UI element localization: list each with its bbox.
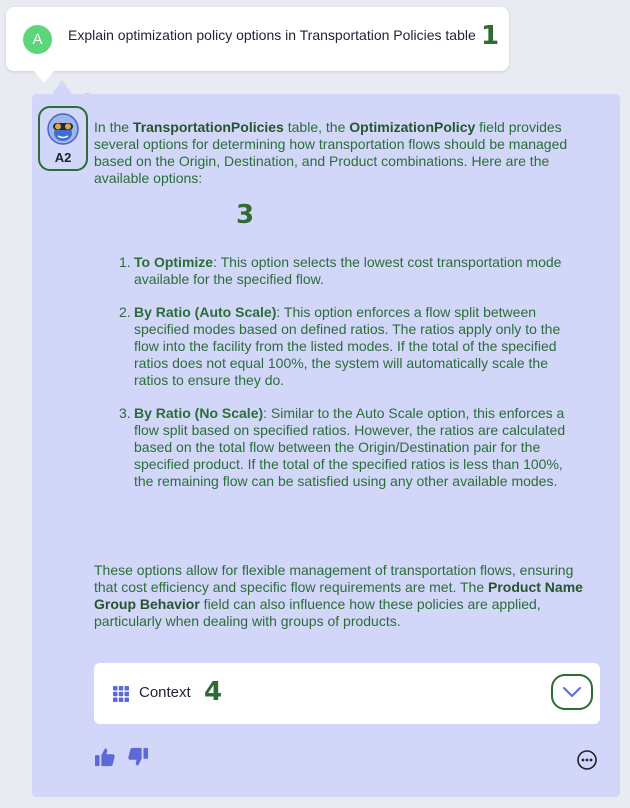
context-section[interactable] [94, 663, 600, 724]
list-item: 2. By Ratio (Auto Scale): This option enforces a flow split between specified modes based on defined ratios. The ratios apply only to the flow into the facility from the listed modes. If the total of the specified ratios does not equal 100%, the system will automatically scale the ratios to ensure they do. [119, 304, 561, 388]
user-avatar: A [23, 25, 52, 54]
list-item: 1. To Optimize: This option selects the lowest cost transportation mode available for the specified flow. [119, 254, 562, 287]
user-message-bubble [6, 7, 509, 71]
assistant-reply-panel [32, 94, 620, 797]
user-message-text: Explain optimization policy options in Transportation Policies table [68, 27, 476, 43]
annotation-marker-4: 4 [204, 677, 223, 707]
assistant-avatar [38, 106, 88, 171]
options-list [109, 254, 579, 490]
list-item: 3. By Ratio (No Scale): Similar to the Auto Scale option, this enforces a flow split based on specified ratios. However, the ratios are calculated based on the total flow between the Origin/Destination pair for the specified product. If the total of the specified ratios is less than 100%, the remaining flow can be satisfied using any other available modes. [119, 405, 566, 489]
chevron-down-icon [562, 686, 582, 698]
annotation-marker-1: 1 [481, 21, 500, 51]
expand-context-button[interactable] [551, 674, 593, 710]
grid-icon [113, 686, 129, 702]
annotation-marker-3: 3 [236, 200, 255, 230]
context-label: Context [139, 684, 191, 701]
intro-paragraph: In the TransportationPolicies table, the OptimizationPolicy field provides several options for determining how transportation flows should be managed based on the Origin, Destination, and Product combinations. Here are the available options: [94, 119, 568, 186]
thumbs-down-icon[interactable] [127, 747, 149, 767]
thumbs-up-icon[interactable] [94, 747, 116, 767]
more-options-icon[interactable] [577, 750, 597, 770]
assistant-label: A2 [54, 150, 72, 165]
robot-avatar-icon [47, 113, 79, 145]
outro-paragraph: These options allow for flexible management of transportation flows, ensuring that cost efficiency and specific flow requirements are met. The Product Name Group Behavior field can also influence how these policies are applied, particularly when dealing with groups of products. [94, 562, 583, 629]
